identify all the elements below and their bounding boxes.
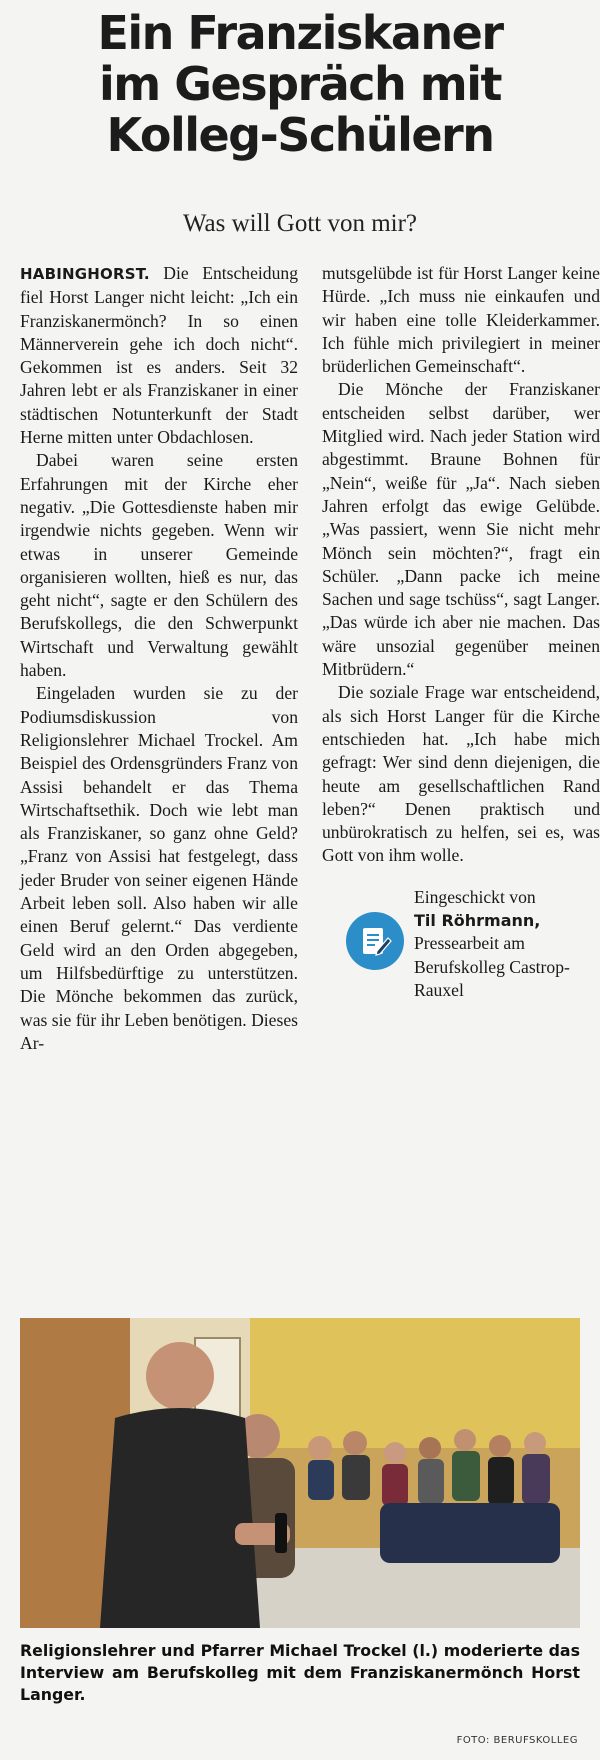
author-name: Til Röhrmann, [414,911,541,931]
paragraph-text: Die Entscheidung fiel Horst Langer nicht leicht: „Ich ein Franziskanermönch? In so einen Männerverein gehe ich doch nicht“. Gekommen ist es anders. Seit 32 Jahren lebt er als Franziskaner in einer städtischen Notunterkunft der Stadt Herne mitten unter Obdachlosen. [20,263,298,448]
pen-and-paper-icon [346,912,404,970]
signoff-line: Berufskolleg Castrop-Rauxel [414,956,570,1000]
paragraph: Eingeladen wurden sie zu der Podiumsdiskussion von Religionslehrer Michael Trockel. Am Beispiel des Ordensgründers Franz von Assisi behandelt er das Thema Wirtschaftsethik. Doch wie lebt man als Franziskaner, so ganz ohne Geld? „Franz von Assisi hat festgelegt, dass jeder Bruder von seiner eigenen Hände Arbeit leben soll. Also haben wir alle einen Beruf gelernt.“ Das verdiente Geld wird an den Orden abgegeben, um Hilfsbedürftige zu unterstützen. Die Mönche bekommen das zurück, was sie für ihr Leben benötigen. Dieses Ar- [20,683,298,1053]
headline-line: im Gespräch mit [99,57,501,111]
submitted-by [322,886,600,1002]
paragraph: Die soziale Frage war entscheidend, als sich Horst Langer für die Kirche entschieden hat. „Ich habe mich gefragt: Wer sind denn diejenigen, die heute am gesellschaftlichen Rand leben?“ Denen praktisch und unbürokratisch zu helfen, sei es, was Gott von ihm wolle. [322,682,600,866]
signoff-line: Pressearbeit am [414,933,525,954]
paragraph: mutsgelübde ist für Horst Langer keine Hürde. „Ich muss nie einkaufen und wir haben eine tolle Kleiderkammer. Ich fühle mich privilegiert in meiner brüderlichen Gemeinschaft“. [322,263,600,377]
dateline: HABINGHORST. [20,265,150,283]
paragraph: Die Mönche der Franziskaner entscheiden selbst darüber, wer Mitglied wird. Nach jeder Station wird abgestimmt. Braune Bohnen für „Nein“, weiße für „Ja“. Nach sieben Jahren erfolgt das ewige Gelübde. „Was passiert, wenn Sie nicht mehr Mönch sein möchten?“, fragt ein Schüler. „Dann packe ich meine Sachen und sage tschüss“, sagt Langer. „Das würde ich aber nie machen. Das wäre unsozial gegenüber meinen Mitbrüdern.“ [322,379,600,680]
photo-credit: FOTO: BERUFSKOLLEG [456,1735,578,1746]
column-left [20,262,298,1055]
event-photo [20,1318,580,1628]
article-body [20,262,600,1302]
headline-line: Ein Franziskaner [97,6,503,60]
paragraph: Dabei waren seine ersten Erfahrungen mit der Kirche eher negativ. „Die Gottesdienste haben mir irgendwie nichts gegeben. Wenn wir etwas in unserer Gemeinde organisieren wollten, hieß es nur, das geht nicht“, sagte er den Schülern des Berufskollegs, die den Schwerpunkt Wirtschaft und Verwaltung gewählt haben. [20,450,298,681]
photo-caption: Religionslehrer und Pfarrer Michael Trockel (l.) moderierte das Interview am Berufskolleg mit dem Franziskanermönch Horst Langer. [20,1641,580,1704]
paragraph [20,262,298,449]
subtitle: Was will Gott von mir? [182,210,418,237]
signoff-line: Eingeschickt von [414,886,536,907]
headline-line: Kolleg-Schülern [106,108,494,162]
column-right [322,262,600,1002]
headline [0,8,600,161]
